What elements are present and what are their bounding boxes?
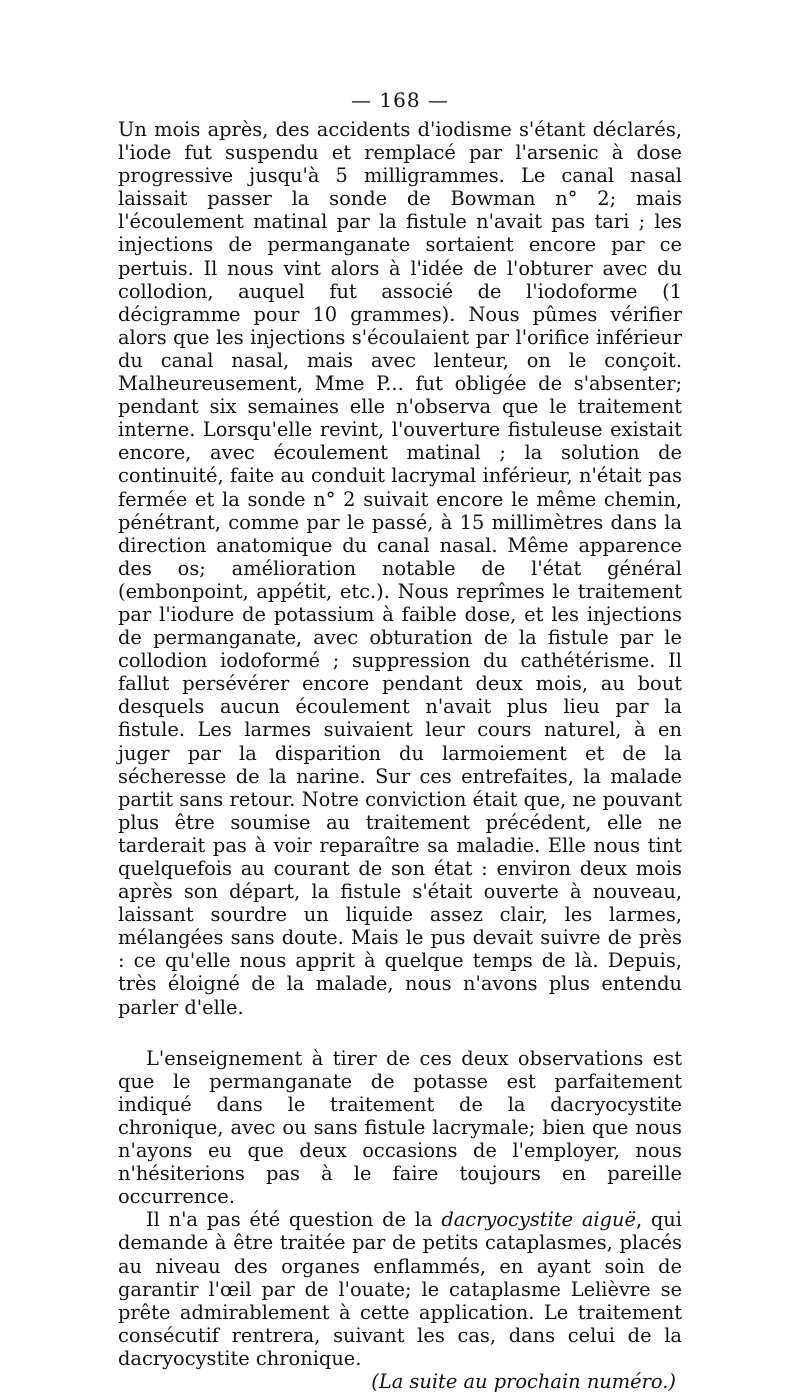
paragraph-case-continuation: Un mois après, des accidents d'iodisme s'étant déclarés, l'iode fut suspendu et remplacé par l'arsenic à dose progressive jusqu'à 5 milligrammes. Le canal nasal laissait passer la sonde de Bowman n° 2; mais l'écoulement matinal par la fistule n'avait pas tari ; les injections de permanganate sortaient encore par ce pertuis. Il nous vint alors à l'idée de l'obturer avec du collodion, auquel fut associé de l'iodoforme (1 décigramme pour 10 grammes). Nous pûmes vérifier alors que les injections s'écoulaient par l'orifice inférieur du canal nasal, mais avec lenteur, on le conçoit. Malheureusement, Mme P... fut obligée de s'absenter; pendant six semaines elle n'observa que le traitement interne. Lorsqu'elle revint, l'ouverture fistuleuse existait encore, avec écoulement matinal ; la solution de continuité, faite au conduit lacrymal inférieur, n'était pas fermée et la sonde n° 2 suivait encore le même chemin, pénétrant, comme par le passé, à 15 millimètres dans la direction anatomique du canal nasal. Même apparence des os; amélioration notable de l'état général (embonpoint, appétit, etc.). Nous reprîmes le traitement par l'iodure de potassium à faible dose, et les injections de permanganate, avec obturation de la fistule par le collodion iodoformé ; suppression du cathétérisme. Il fallut persévérer encore pendant deux mois, au bout desquels aucun écoulement n'avait plus lieu par la fistule. Les larmes suivaient leur cours naturel, à en juger par la disparition du larmoiement et de la sécheresse de la narine. Sur ces entrefaites, la malade partit sans retour. Notre conviction était que, ne pouvant plus être soumise au traitement précédent, elle ne tarderait pas à voir reparaître sa maladie. Elle nous tint quelquefois au courant de son état : environ deux mois après son départ, la fistule s'était ouverte à nouveau, laissant sourdre un liquide assez clair, les larmes, mélangées sans doute. Mais le pus devait suivre de près : ce qu'elle nous apprit à quelque temps de là. Depuis, très éloigné de la malade, nous n'avons plus entendu parler d'elle.: [118, 118, 682, 1019]
paragraph-conclusion: L'enseignement à tirer de ces deux observations est que le permanganate de potasse est parfaitement indiqué dans le traitement de la dacryocystite chronique, avec ou sans fistule lacrymale; bien que nous n'ayons eu que deux occasions de l'employer, nous n'hésiterions pas à le faire toujours en pareille occurrence.: [118, 1046, 682, 1209]
paragraph-acute-dacryocystitis: [118, 1208, 682, 1370]
paragraph-text-after: , qui demande à être traitée par de petits cataplasmes, placés au niveau des organes enflammés, en ayant soin de garantir l'œil par de l'ouate; le cataplasme Lelièvre se prête admirablement à cette application. Le traitement consécutif rentrera, suivant les cas, dans celui de la dacryocystite chronique.: [118, 1208, 682, 1370]
paragraph-text-before: Il n'a pas été question de la: [146, 1208, 442, 1232]
page-number: — 168 —: [351, 88, 449, 112]
document-page: [118, 86, 682, 1394]
italic-term: dacryocystite aiguë: [441, 1208, 636, 1232]
continued-note: [118, 1370, 682, 1394]
paragraph-gap: [118, 1019, 682, 1047]
continued-note-text: (La suite au prochain numéro.): [371, 1369, 676, 1393]
